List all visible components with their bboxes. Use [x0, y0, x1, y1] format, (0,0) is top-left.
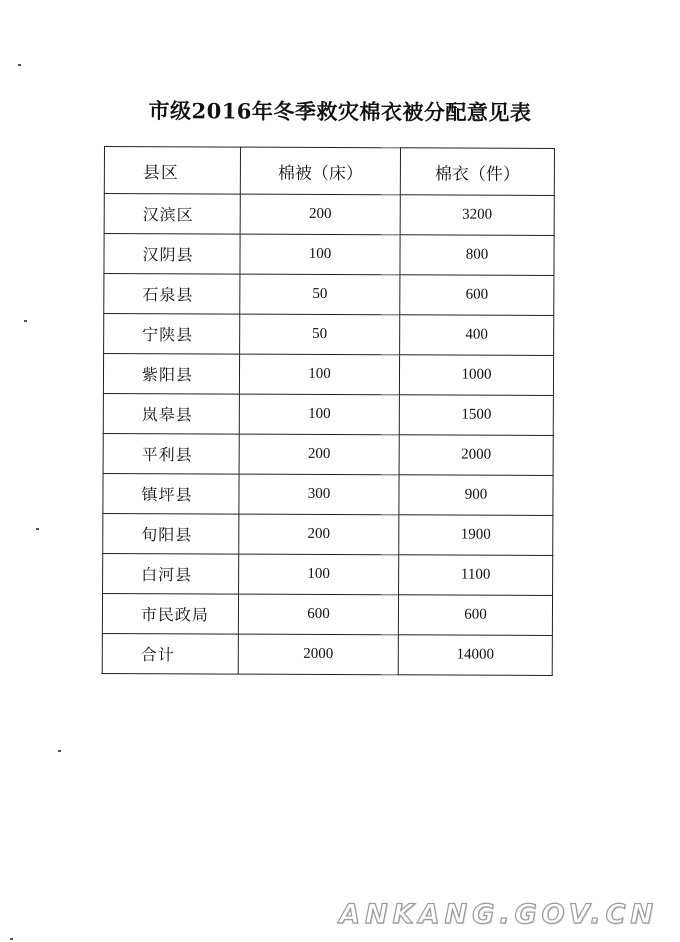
scan-speck: [24, 320, 27, 322]
table-row: [104, 194, 554, 236]
quilts-cell: 100: [240, 234, 400, 275]
table-row: [104, 274, 554, 316]
table-total-row: [102, 633, 552, 675]
coats-cell: 800: [400, 235, 554, 276]
quilts-cell: 200: [239, 434, 399, 475]
quilts-cell: 200: [240, 194, 400, 235]
region-cell: 岚皋县: [103, 393, 239, 434]
coats-cell: 1500: [399, 395, 553, 436]
column-header-region: 县区: [104, 147, 240, 195]
table-row: [103, 553, 553, 595]
region-cell: 汉滨区: [104, 194, 240, 235]
page-title: 市级2016年冬季救灾棉衣被分配意见表: [148, 97, 532, 126]
coats-cell: 2000: [399, 435, 553, 476]
table-row: [103, 513, 553, 555]
scan-speck: [36, 528, 39, 530]
coats-cell: 900: [399, 475, 553, 516]
quilts-cell: 200: [239, 514, 399, 555]
quilts-cell: 100: [239, 394, 399, 435]
region-cell: 宁陕县: [104, 314, 240, 355]
region-cell: 汉阴县: [104, 234, 240, 275]
allocation-table: [102, 146, 554, 676]
coats-cell: 600: [400, 275, 554, 316]
scan-speck: [58, 750, 61, 752]
table-row: [103, 433, 553, 475]
total-label-cell: 合计: [102, 633, 238, 674]
region-cell: 白河县: [103, 553, 239, 594]
column-header-quilts: 棉被（床）: [240, 147, 400, 195]
quilts-cell: 100: [239, 354, 399, 395]
table-row: [102, 593, 552, 635]
coats-cell: 1900: [399, 515, 553, 556]
table-row: [103, 354, 553, 396]
table-row: [103, 473, 553, 515]
coats-cell: 600: [398, 595, 552, 636]
coats-cell: 400: [400, 315, 554, 356]
total-quilts-cell: 2000: [238, 634, 398, 675]
quilts-cell: 300: [239, 474, 399, 515]
quilts-cell: 600: [238, 594, 398, 635]
table-row: [103, 393, 553, 435]
region-cell: 平利县: [103, 433, 239, 474]
table-header-row: [104, 147, 554, 196]
table-row: [104, 234, 554, 276]
region-cell: 旬阳县: [103, 513, 239, 554]
coats-cell: 1100: [399, 555, 553, 596]
quilts-cell: 50: [240, 314, 400, 355]
region-cell: 石泉县: [104, 274, 240, 315]
region-cell: 镇坪县: [103, 473, 239, 514]
coats-cell: 3200: [400, 195, 554, 236]
column-header-coats: 棉衣（件）: [400, 148, 554, 196]
table-row: [104, 314, 554, 356]
scan-speck: [18, 64, 21, 66]
region-cell: 紫阳县: [103, 354, 239, 395]
quilts-cell: 50: [240, 274, 400, 315]
quilts-cell: 100: [239, 554, 399, 595]
site-watermark: ANKANG.GOV.CN: [339, 899, 658, 930]
coats-cell: 1000: [399, 355, 553, 396]
region-cell: 市民政局: [102, 593, 238, 634]
scan-speck: [10, 938, 13, 940]
total-coats-cell: 14000: [398, 635, 552, 676]
